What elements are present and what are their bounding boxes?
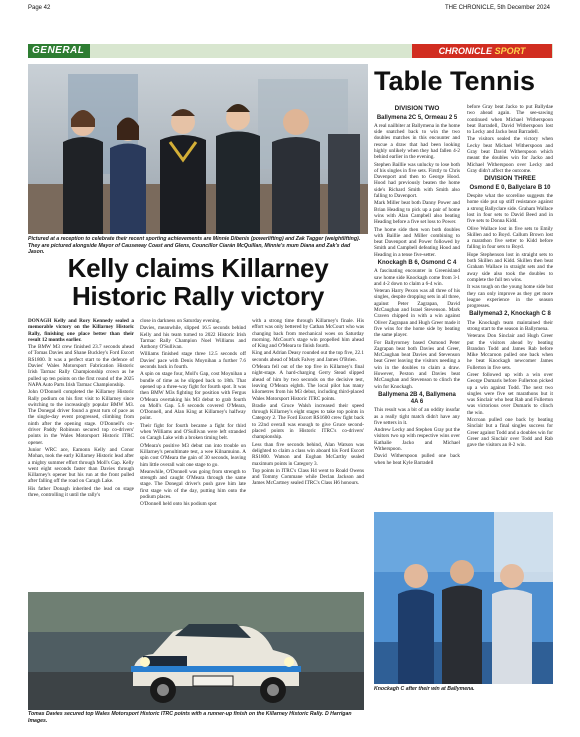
report-paragraph: A fascinating encounter in Greenisland saw home side Knockagh come from 3-1 and 4-2 down to claim a 6-4 win. [374, 268, 460, 287]
rally-column-2 [140, 318, 246, 588]
paragraph: Junior WRC ace, Eamonn Kelly and Conor Mohan, took the early Killarney Historic lead after a mighty summer effort through Moll's Gap. Kelly went eight seconds faster than Davies through Killarney's opener but his run at the front pulled after falling off the road on Caragh Lake. [28, 446, 134, 485]
rally-column-1 [28, 318, 134, 588]
reception-photo [28, 64, 368, 234]
report-paragraph: Olive Wallace lost in five sets to Emily Skillen and to Boyd. Callum Brown lost a marathon five setter to Kidd before falling in four sets to Boyd. [467, 225, 553, 251]
paragraph: O'Meara fell out of the top five in Killarney's final night-stage. A hard-charging Gerry Stead slipped ahead of him by two seconds on the decisive test, leaving O'Meara eighth. The local pilot has many kilometres from his M3 debut, including third-placed Wales Motorsport Historic ITRC points. [252, 364, 364, 402]
match-result-heading: Ballymena 2C 5, Ormeau 2 5 [376, 114, 458, 121]
report-paragraph: The home side then won both doubles with Baillie and Miller combining to beat Davenport and Power followed by Smith and Campbell defeating Hood and Heading in a tense five-setter. [374, 226, 460, 258]
paragraph: O'Meara's positive M3 debut ran into trouble on Killarney's penultimate test, a wee Kilnamuinn. A spin cost O'Meara the gain of 30 seconds, leaving him little overall wait one stage to go. [140, 442, 246, 468]
section-general-label: GENERAL [28, 44, 90, 58]
table-tennis-photo-caption: Knockagh C after their win at Ballymena. [374, 686, 475, 692]
paragraph: The BMW M3 crew finished 23.7 seconds ahead of Tomas Davies and Shane Buckley's Ford Escort RS1800. It was a perfect start to the defence of Davies' Wales Motorsport Fabrication Historic Irish Tarmac Rally Championship crown as he pulled up ten points on the first round of the 2025 NAPA Auto Parts Irish Tarmac Championship. [28, 344, 134, 388]
paragraph: O'Donnell held onto his podium spot [140, 501, 217, 508]
sport-label-a: CHRONICLE [438, 46, 493, 56]
report-paragraph: The visitors sealed the victory when Lecky beat Michael Witherspoon and Gray beat David Witherspoon which meant the doubles win for Jacko and Michael Witherspoon over Lecky and Gray didn't affect the outcome. [467, 136, 553, 174]
report-paragraph: Hope Stephenson lost in straight sets to both Skillen and Kidd. Skillen then beat Graham Wallace in straight sets and the away side also took the doubles to complete the full ten wins. [467, 251, 553, 283]
paragraph: Williams finished stage three 12.5 seconds off Davies' pace with Denis Moynihan a further 7.6 seconds back in fourth. [140, 351, 246, 371]
paragraph: Less than five seconds behind, Alan Watson was delighted to claim a class win aboard his Ford Escort RS1800. Watson and Eoghan McCarthy sealed maximum points in Category 3. [252, 441, 364, 467]
report-paragraph: Andrew Lecky and Stephen Gray put the visitors two up with respective wins over Kathalie Jacko and Michael Witherspoon. [374, 427, 460, 453]
table-tennis-title: Table Tennis [374, 66, 536, 96]
table-tennis-team-image [374, 512, 553, 684]
report-paragraph: before Gray beat Jacko to put Ballydae two ahead again. The see-sawing continued when Michael Witherspoon beat Barradell, David Witherspoon lost to Lecky and Jacko beat Barradell. [467, 104, 553, 136]
report-paragraph: The Knockagh team maintained their strong start to the season in Ballymena. [467, 319, 553, 332]
paragraph: Bradie and Gruce Walsh increased their speed through Killarney's eight stages to take top points in Category 2. The Ford Escort RS1600 crew fight back to 22nd overall was enough to give Gruce second-placed points in Historic ITRC's co-drivers' championship. [252, 402, 364, 441]
paragraph: with a strong time through Killarney's finale. His effort was only bettered by Cathan McCourt who was changing back from mechanical woes on Saturday morning. McCourt's stage win propelled him ahead of King and O'Meara to finish fourth. [252, 318, 364, 350]
page-header [0, 0, 580, 16]
report-paragraph: David Witherspoon pulled one back when he beat Kyle Barradell [374, 453, 460, 466]
paragraph: close in darkness on Saturday evening. [140, 318, 221, 324]
rally-car-caption: Tomas Davies secured top Wales Motorsport Historic ITRC points with a runner-up finish on the Killarney Historic Rally. D Harrigan Images. [28, 711, 352, 724]
division-heading: DIVISION TWO [394, 105, 440, 112]
reception-photo-image [28, 64, 368, 234]
match-result-heading: Ballymena3 2, Knockagh C 8 [469, 311, 551, 318]
paragraph: Davies, meanwhile, slipped 16.5 seconds behind Kelly and his team turned to 2022 Historic Irish Tarmac Rally Champion Noel Williams and Anthony O'Sullivan. [140, 325, 246, 351]
paragraph: Their fight for fourth became a fight for third when Williams and O'Sullivan were left stranded on Caragh Lake with a broken timing belt. [140, 422, 246, 442]
paragraph: A spin on stage four, Moll's Gap, cost Moynihan a bundle of time as he slipped back to 18th. That opened up a three-way fight for fourth spot. It was then BMW M3s fighting for position with Fergus O'Meara overtaking his M3 debut to grab fourth on Moll's Gap. 5.6 seconds covered O'Meara, O'Donnell, and Alan King at Killarney's halfway point. [140, 371, 246, 422]
report-paragraph: This result was a bit of an oddity insofar as a really tight match didn't have any five setters in it. [374, 407, 460, 426]
rally-car-photo [28, 592, 364, 710]
report-paragraph: For Ballyrorney based Osmond Peter Zagrapan beat both Davies and Greer, McCaughan beat Davies and Stevenson beat Greer leaving the visitors needing a win in the doubles to claim a draw. However, Pexton and Davies beat McCaughan and Stevenson to clinch the win for Knockagh. [374, 339, 460, 390]
sport-label-b: SPORT [494, 46, 526, 56]
match-result-heading: Ballymena 2B 4, Ballymena 4A 6 [378, 391, 456, 406]
report-paragraph: Greer followed up with a win over George Dumaris before Fullerton picked up a win against Todd. The next two singles were five set marathons but it was Sinclair who beat Rab and Fullerton was victorious over Dumaris to clinch the win. [467, 371, 553, 416]
report-paragraph: Stephen Baillie was unlucky to lose both of his singles in five sets. Firstly to Chris Davenport and then to George Hood. Hood had previously beaten the home side's Richard Smith with Smith also falling to Davenport. [374, 161, 460, 200]
rally-headline: Kelly claims Killarney Historic Rally victory [67, 253, 329, 311]
match-result-heading: Osmond E 0, Ballyclare B 10 [469, 184, 551, 191]
section-sport-label [412, 44, 552, 58]
paragraph: John O'Donnell completed the Killarney Historic Rally podium on his first visit to Killarney since switching to the increasingly popular BMW M3. The Donegal driver found a great turn of pace as the single-day event progressed, climbing from ninth after the opening stage. O'Donnell's co-driver Paddy Robinson secured top co-drivers' points in the Wales Motorsport Historic ITRC opener. [28, 389, 134, 446]
rally-column-3 [252, 318, 364, 588]
table-tennis-column-1 [374, 104, 460, 508]
division-heading: DIVISION THREE [484, 175, 536, 183]
reception-photo-caption: Pictured at a reception to celebrate their recent sporting achievements are Minnie Dibenis (powerlifting) and Zak Tagger (weightlifting). They are pictured alongside Mayor of Causeway Coast and Glens, Councillor Ciarán McQuillan, Minnie's mum Diana and Zak's dad Jason. [28, 236, 361, 256]
report-paragraph: Veterans Don Sinclair and Hugh Greer put the visitors ahead by beating Brandon Todd and James Rab before Mike Mccaroon pulled one back when he beat Knockagh newcomer James Fullerton in five sets. [467, 333, 553, 371]
match-result-heading: Knockagh B 6, Osmond C 4 [377, 260, 457, 267]
paragraph: King and Adrian Deasy rounded out the top five, 22.1 seconds ahead of Mark Falvey and James O'Brien. [252, 350, 364, 363]
report-paragraph: Mccroan pulled one back by beating Sinclair but a final singles success for Greer against Todd and a doubles win for Greer and Sinclair over Todd and Rab gave the visitors an 8-2 win. [467, 417, 553, 449]
table-tennis-column-2 [467, 104, 553, 508]
report-paragraph: A real nailbiter at Ballymena in the home side snatched back to win the two doubles matches in this encounter and rescue a draw that had been looking highly unlikely when they had fallen 4-2 behind earlier in the evening. [374, 122, 460, 161]
report-paragraph: It was tough on the young home side but they can only improve as they get more league experience in the season progresses. [467, 284, 553, 310]
publication-line: THE CHRONICLE, 5th December 2024 [444, 5, 550, 11]
rally-car-image [28, 592, 364, 710]
report-paragraph: Mark Miller beat both Danny Power and Brian Heading to pick up a pair of home wins with Alan Campbell also beating Heading before a five set loss to Power. [374, 200, 460, 226]
report-paragraph: Veteran Harry Pexon was all three of his singles, despite dropping sets in all three, against Peter Zagrapan, David McCaughan and Israel Stevenson. Mark Craven chipped in with a win against Oliver Zagrapan and Hugh Greer made it five wins for the home side by beating the same player. [374, 288, 460, 339]
paragraph: Meanwhile, O'Donnell was going from strength to strength and caught O'Meara through the same stage. The Donegal driver's push gave him late first stage win of the day, putting him onto the podium places. [140, 468, 246, 501]
paragraph: His father Donagh inherited the lead on stage three, controlling it until the rally's [28, 485, 134, 499]
table-tennis-team-photo [374, 512, 553, 684]
paragraph: Top points in ITRC's Class H4 went to Roald Owens and Tommy Commane while Declan Jackson and James McCartney sealed ITRC's Class H6 honours. [252, 467, 364, 487]
report-paragraph: Despite what the scoreline suggests the home side put up stiff resistance against a strong Ballyclare side. Graham Wallace lost in four sets to David Beed and in five sets to Donna Kidd. [467, 193, 553, 225]
page-number: Page 42 [28, 5, 51, 11]
paragraph: DONAGH Kelly and Rory Kennedy sealed a memorable victory on the Killarney Historic Rally, finishing one place better than their result 12 months earlier. [28, 318, 134, 343]
